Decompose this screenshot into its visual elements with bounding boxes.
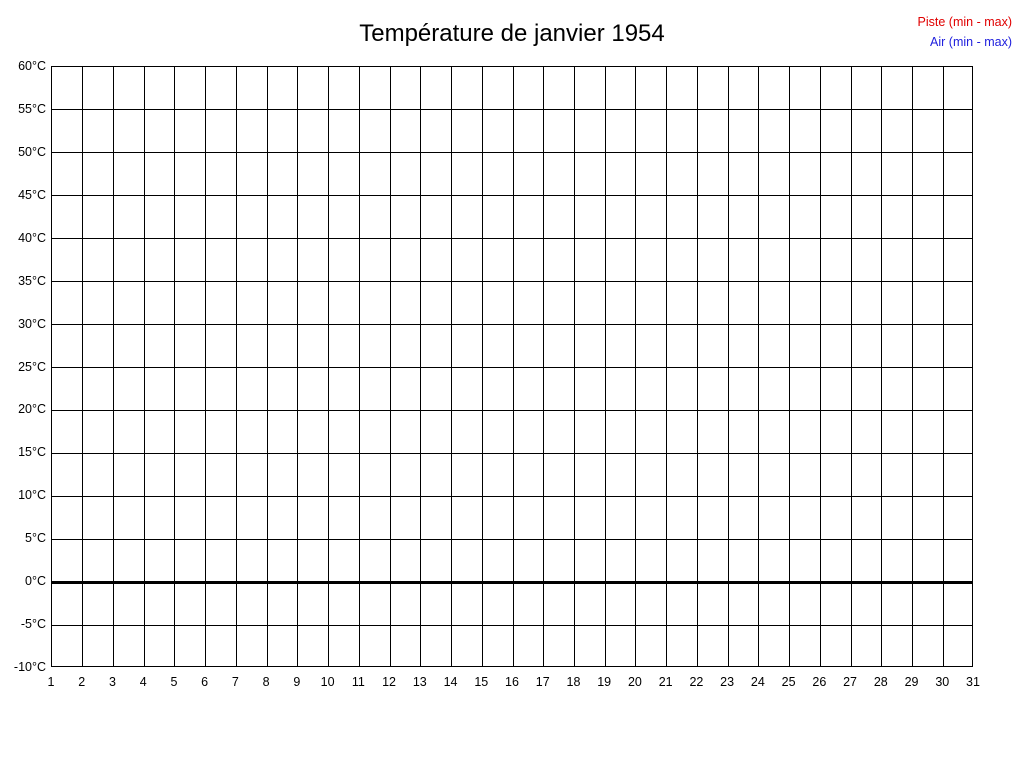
x-tick-label: 9 [293, 675, 301, 689]
y-tick-label: 45°C [18, 187, 46, 202]
x-tick-label: 1 [47, 675, 55, 689]
y-tick-label: 50°C [18, 144, 46, 159]
x-tick-label: 30 [935, 675, 950, 689]
y-tick-label: 20°C [18, 402, 46, 417]
y-tick-label: 40°C [18, 230, 46, 245]
legend-entry-piste: Piste (min - max) [917, 15, 1012, 29]
x-tick-label: 6 [201, 675, 209, 689]
x-tick-label: 25 [781, 675, 796, 689]
x-tick-label: 15 [474, 675, 489, 689]
x-tick-label: 19 [597, 675, 612, 689]
x-tick-label: 16 [505, 675, 519, 689]
y-tick-label: 0°C [25, 574, 46, 589]
x-tick-label: 17 [535, 675, 550, 689]
x-tick-label: 5 [170, 675, 178, 689]
x-tick-label: 2 [78, 675, 86, 689]
series-air [52, 67, 972, 666]
y-tick-label: 30°C [18, 316, 46, 331]
x-tick-label: 13 [412, 675, 427, 689]
x-tick-label: 18 [566, 675, 581, 689]
chart-title: Température de janvier 1954 [359, 20, 665, 47]
x-tick-label: 14 [443, 675, 458, 689]
plot-area [51, 66, 973, 667]
x-tick-label: 10 [320, 675, 335, 689]
x-tick-label: 7 [231, 675, 239, 689]
y-tick-label: 5°C [25, 531, 46, 546]
x-tick-label: 20 [627, 675, 642, 689]
x-tick-label: 3 [108, 675, 116, 689]
x-tick-label: 12 [382, 675, 397, 689]
x-tick-label: 23 [720, 675, 735, 689]
y-tick-label: -5°C [20, 617, 46, 632]
x-tick-label: 24 [750, 675, 765, 689]
y-tick-label: 15°C [18, 445, 46, 460]
x-tick-label: 22 [689, 675, 704, 689]
x-tick-label: 11 [351, 675, 365, 689]
y-tick-label: 60°C [18, 59, 46, 73]
x-tick-label: 29 [904, 675, 919, 689]
x-tick-label: 28 [873, 675, 888, 689]
y-tick-label: 25°C [18, 359, 46, 374]
x-tick-label: 27 [843, 675, 858, 689]
x-tick-label: 21 [658, 675, 673, 689]
y-tick-label: 35°C [18, 273, 46, 288]
y-tick-label: 10°C [18, 488, 46, 503]
x-tick-label: 26 [812, 675, 827, 689]
x-tick-label: 8 [262, 675, 270, 689]
x-tick-label: 4 [139, 675, 147, 689]
y-tick-label: 55°C [18, 101, 46, 116]
legend-entry-air: Air (min - max) [930, 35, 1012, 49]
chart-legend [918, 12, 1012, 52]
y-tick-label: -10°C [13, 660, 46, 674]
x-tick-label: 31 [966, 675, 980, 689]
